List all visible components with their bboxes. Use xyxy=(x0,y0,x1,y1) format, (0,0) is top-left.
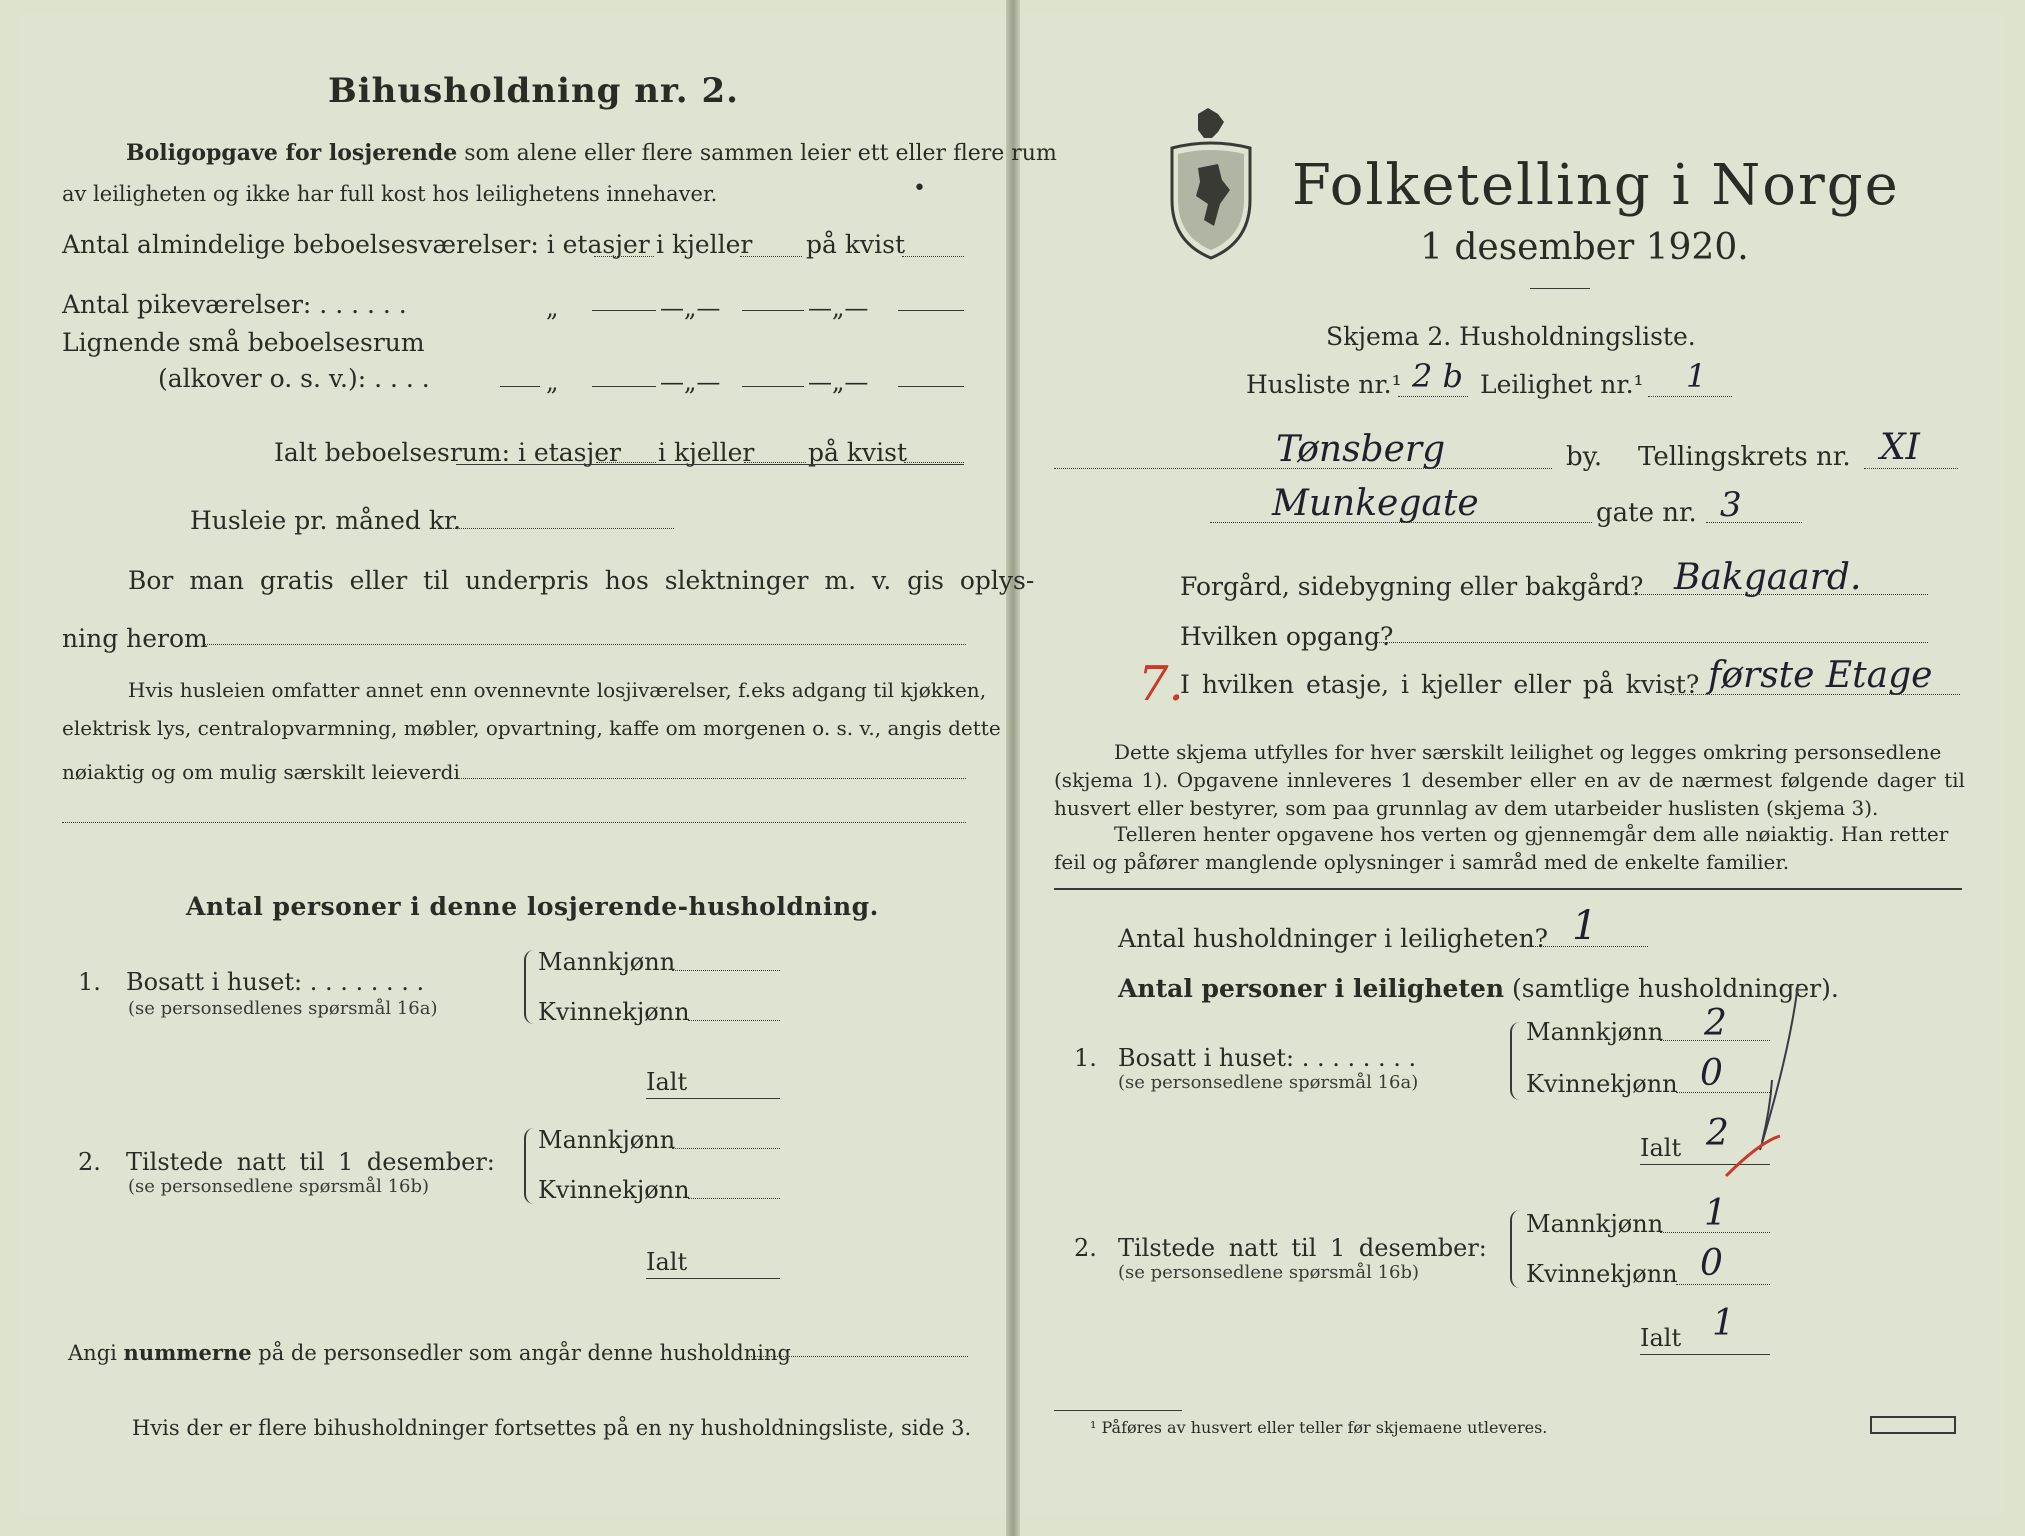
right-q2-ialt-label: Ialt xyxy=(1640,1324,1682,1352)
printer-stamp xyxy=(1870,1416,1956,1434)
kvist-field[interactable] xyxy=(902,256,964,257)
title-rule xyxy=(1530,288,1590,289)
husliste-value: 2 b xyxy=(1412,357,1464,395)
right-q1-sub: (se personsedlene spørsmål 16a) xyxy=(1118,1072,1419,1093)
right-q1-mann-value: 2 xyxy=(1704,1003,1727,1044)
left-title: Bihusholdning nr. 2. xyxy=(328,71,739,111)
husliste-field[interactable] xyxy=(1398,396,1468,397)
right-q1-label: Bosatt i huset: . . . . . . . . xyxy=(1118,1044,1417,1072)
left-q1-mann-field[interactable] xyxy=(672,970,780,971)
opgang-field[interactable] xyxy=(1374,642,1928,643)
left-q1-label: Bosatt i huset: . . . . . . . . xyxy=(126,968,425,996)
lign-kjeller-field[interactable] xyxy=(742,386,804,387)
ialt-kvist-field[interactable] xyxy=(904,462,964,463)
leilighet-value: 1 xyxy=(1686,357,1707,395)
etasje-label: I hvilken etasje, i kjeller eller på kvist? xyxy=(1180,670,1700,699)
right-q1-ialt-value: 2 xyxy=(1706,1113,1729,1154)
footnote: ¹ Påføres av husvert eller teller før skjemaene utleveres. xyxy=(1090,1418,1548,1437)
ditto-mark: —„— xyxy=(660,294,721,322)
row-lign1-label: Lignende små beboelsesrum xyxy=(62,328,425,357)
paa-kvist-label: på kvist xyxy=(806,230,905,259)
left-q1-kvinne-field[interactable] xyxy=(688,1020,780,1021)
right-q1-kvinne-value: 0 xyxy=(1700,1053,1723,1094)
right-q2-label: Tilstede natt til 1 desember: xyxy=(1118,1234,1487,1262)
leieverdi-field-2[interactable] xyxy=(62,822,966,823)
right-q1-num: 1. xyxy=(1074,1044,1097,1072)
right-q2-kvinne-label: Kvinnekjønn xyxy=(1526,1260,1678,1288)
hvis-line1: Hvis husleien omfatter annet enn ovennevnte losjiværelser, f.eks adgang til kjøkken, xyxy=(128,678,987,702)
info-line1: Dette skjema utfylles for hver særskilt leilighet og legges omkring personsedlene xyxy=(1114,740,1942,764)
right-q1-mann-label: Mannkjønn xyxy=(1526,1018,1664,1046)
kjeller-field[interactable] xyxy=(740,256,802,257)
right-q2-brace xyxy=(1510,1210,1522,1288)
left-q2-kvinne-label: Kvinnekjønn xyxy=(538,1176,690,1204)
lign-lead-line xyxy=(500,386,540,387)
angi-pre: Angi xyxy=(68,1341,117,1365)
info-rule xyxy=(1054,888,1962,890)
krets-value: XI xyxy=(1880,427,1920,468)
antal-hush-label: Antal husholdninger i leiligheten? xyxy=(1118,924,1549,953)
right-q2-mann-value: 1 xyxy=(1704,1193,1727,1234)
left-q2-ialt-field[interactable] xyxy=(646,1278,780,1279)
bor-field[interactable] xyxy=(204,644,966,645)
intro-bold: Boligopgave for losjerende xyxy=(126,140,458,166)
pike-kvist-field[interactable] xyxy=(898,310,964,311)
bor-line2: ning herom xyxy=(62,624,208,653)
right-date: 1 desember 1920. xyxy=(1420,227,1749,268)
left-q1-num: 1. xyxy=(78,968,101,996)
ialt-kjeller-field[interactable] xyxy=(744,462,806,463)
left-q2-brace xyxy=(524,1128,536,1204)
forgard-value: Bakgaard. xyxy=(1674,557,1862,598)
page-fold xyxy=(1006,0,1020,1536)
right-q2-kvinne-value: 0 xyxy=(1700,1243,1723,1284)
ditto-mark: „ xyxy=(546,294,559,322)
ialt-beboelsesrum-label: Ialt beboelsesrum: i etasjer xyxy=(274,438,622,467)
left-q2-mann-label: Mannkjønn xyxy=(538,1126,676,1154)
hvis-line2: elektrisk lys, centralopvarmning, møbler, opvartning, kaffe om morgenen o. s. v., angis dette xyxy=(62,716,1001,740)
info-line3: husvert eller bestyrer, som paa grunnlag av dem utarbeider huslisten (skjema 3). xyxy=(1054,796,1879,820)
krets-field[interactable] xyxy=(1864,468,1958,469)
etasje-field[interactable] xyxy=(1670,694,1960,695)
right-q2-ialt-field[interactable] xyxy=(1640,1354,1770,1355)
opgang-label: Hvilken opgang? xyxy=(1180,622,1394,651)
ditto-mark: —„— xyxy=(660,368,721,396)
leilighet-label: Leilighet nr.¹ xyxy=(1480,370,1644,399)
husliste-label: Husliste nr.¹ xyxy=(1246,370,1402,399)
row-lign2-label: (alkover o. s. v.): . . . . xyxy=(158,364,430,393)
etasje-value: første Etage xyxy=(1708,655,1933,696)
i-kjeller-label: i kjeller xyxy=(658,438,755,467)
gate-nr-value: 3 xyxy=(1720,485,1742,525)
etasjer-field[interactable] xyxy=(594,256,654,257)
info-line2: (skjema 1). Opgavene innleveres 1 desember eller en av de nærmest følgende dager til xyxy=(1054,768,1965,792)
ink-dot: • xyxy=(913,176,926,201)
left-antal-heading: Antal personer i denne losjerende-husholdning. xyxy=(186,892,879,921)
right-q1-kvinne-label: Kvinnekjønn xyxy=(1526,1070,1678,1098)
leilighet-field[interactable] xyxy=(1648,396,1732,397)
left-q1-brace xyxy=(524,950,536,1024)
info-line5: feil og påfører manglende oplysninger i samråd med de enkelte familier. xyxy=(1054,850,1790,874)
left-q1-mann-label: Mannkjønn xyxy=(538,948,676,976)
right-q1-ialt-label: Ialt xyxy=(1640,1134,1682,1162)
ditto-mark: —„— xyxy=(808,368,869,396)
gate-label: gate nr. xyxy=(1596,498,1697,528)
left-q1-ialt-label: Ialt xyxy=(646,1068,688,1096)
skjema-label: Skjema 2. Husholdningsliste. xyxy=(1326,322,1696,351)
left-q1-kvinne-label: Kvinnekjønn xyxy=(538,998,690,1026)
left-q2-num: 2. xyxy=(78,1148,101,1176)
left-q2-label: Tilstede natt til 1 desember: xyxy=(126,1148,495,1176)
gate-value: Munkegate xyxy=(1272,483,1479,524)
gate-nr-field[interactable] xyxy=(1706,522,1802,523)
left-q2-sub: (se personsedlene spørsmål 16b) xyxy=(128,1176,430,1197)
row-pike-label: Antal pikeværelser: . . . . . . xyxy=(62,290,407,319)
row-antal-alm-label: Antal almindelige beboelsesværelser: i etasjer xyxy=(62,230,650,259)
right-q2-mann-field[interactable] xyxy=(1660,1232,1770,1233)
left-q2-ialt-label: Ialt xyxy=(646,1248,688,1276)
pike-kjeller-field[interactable] xyxy=(742,310,804,311)
info-line4: Telleren henter opgavene hos verten og gjennemgår dem alle nøiaktig. Han retter xyxy=(1114,822,1949,846)
right-q1-brace xyxy=(1510,1022,1522,1100)
angi-field[interactable] xyxy=(746,1356,968,1357)
hvis-line3: nøiaktig og om mulig særskilt leieverdi xyxy=(62,760,460,784)
lign-kvist-field[interactable] xyxy=(898,386,964,387)
ditto-mark: „ xyxy=(546,368,559,396)
antal-pers-bold: Antal personer i leiligheten xyxy=(1118,974,1505,1003)
gate-field[interactable] xyxy=(1210,522,1592,523)
ditto-mark: —„— xyxy=(808,294,869,322)
angi-rest: på de personsedler som angår denne husholdning xyxy=(258,1341,791,1365)
right-title: Folketelling i Norge xyxy=(1292,153,1900,218)
right-q2-ialt-value: 1 xyxy=(1712,1303,1735,1344)
bor-line1: Bor man gratis eller til underpris hos slektninger m. v. gis oplys- xyxy=(128,566,1035,595)
antal-pers-rest: (samtlige husholdninger). xyxy=(1512,974,1839,1003)
antal-hush-field[interactable] xyxy=(1522,946,1648,947)
husleie-field[interactable] xyxy=(448,528,674,529)
by-field[interactable] xyxy=(1054,468,1552,469)
forgard-field[interactable] xyxy=(1614,594,1928,595)
footnote-rule xyxy=(1054,1410,1182,1411)
right-q2-kvinne-field[interactable] xyxy=(1676,1284,1770,1285)
paa-kvist-label: på kvist xyxy=(808,438,907,467)
i-kjeller-label: i kjeller xyxy=(656,230,753,259)
lign-etasjer-field[interactable] xyxy=(592,386,656,387)
left-q2-mann-field[interactable] xyxy=(672,1148,780,1149)
left-footer: Hvis der er flere bihusholdninger fortsettes på en ny husholdningsliste, side 3. xyxy=(132,1416,972,1440)
left-q2-kvinne-field[interactable] xyxy=(688,1198,780,1199)
left-q1-sub: (se personsedlenes spørsmål 16a) xyxy=(128,998,438,1019)
intro-line2: av leiligheten og ikke har full kost hos leilighetens innehaver. xyxy=(62,182,718,206)
ialt-underline xyxy=(456,464,964,465)
right-q2-mann-label: Mannkjønn xyxy=(1526,1210,1664,1238)
husleie-label: Husleie pr. måned kr. xyxy=(190,506,462,535)
red-pencil-mark: 7. xyxy=(1138,656,1184,712)
coat-of-arms-icon xyxy=(1168,108,1254,260)
check-strokes-icon xyxy=(1700,980,1820,1180)
right-q2-sub: (se personsedlene spørsmål 16b) xyxy=(1118,1262,1420,1283)
by-label: by. xyxy=(1566,442,1603,472)
ialt-etasjer-field[interactable] xyxy=(596,462,656,463)
krets-label: Tellingskrets nr. xyxy=(1638,442,1851,472)
right-q2-num: 2. xyxy=(1074,1234,1097,1262)
intro-rest: som alene eller flere sammen leier ett eller flere rum xyxy=(464,141,1057,166)
forgard-label: Forgård, sidebygning eller bakgård? xyxy=(1180,572,1644,601)
by-value: Tønsberg xyxy=(1276,429,1446,470)
antal-hush-value: 1 xyxy=(1572,903,1598,949)
pike-etasjer-field[interactable] xyxy=(592,310,656,311)
left-q1-ialt-field[interactable] xyxy=(646,1098,780,1099)
leieverdi-field[interactable] xyxy=(458,778,966,779)
angi-bold: nummerne xyxy=(123,1340,252,1365)
